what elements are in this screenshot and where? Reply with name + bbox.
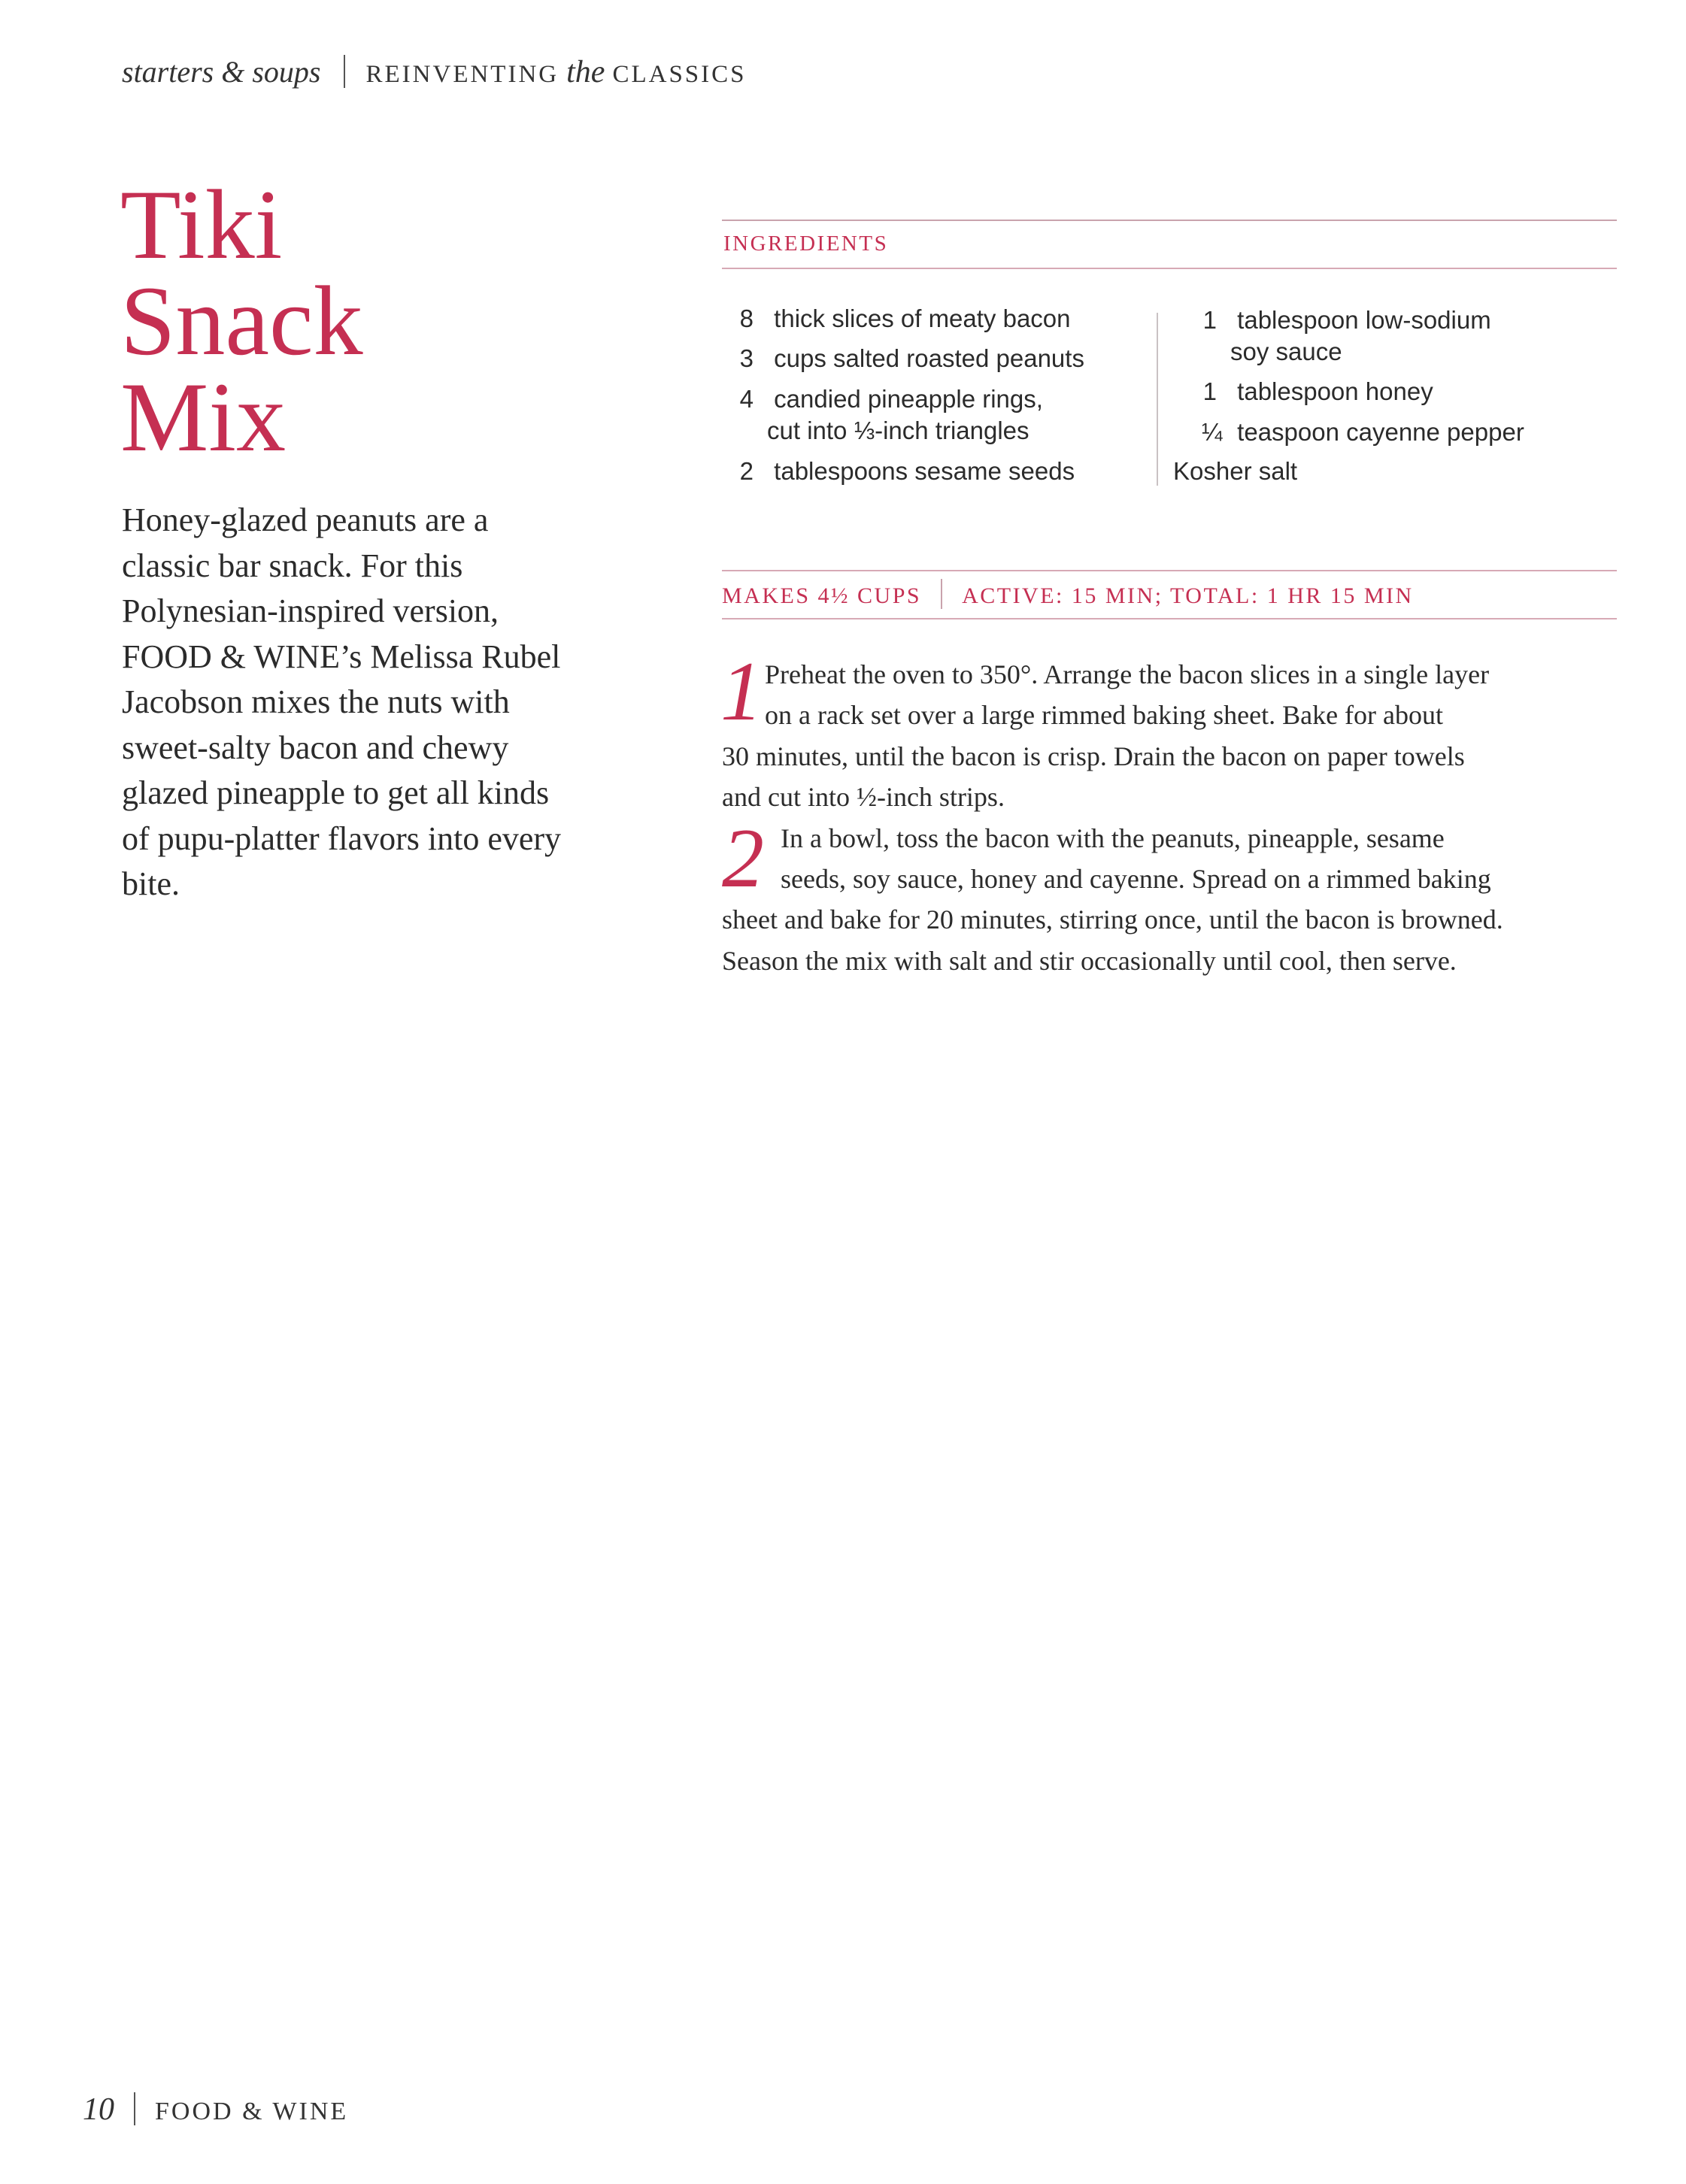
ingredients-left-column [722,0,1143,526]
ingredient-item-continued [1230,338,1342,366]
series-prefix: REINVENTING [365,61,559,88]
ingredient-text: teaspoon cayenne pepper [1237,418,1524,446]
step-line: on a rack set over a large rimmed baking sheet. Bake for about [765,700,1444,730]
ingredient-text: cups salted roasted peanuts [774,344,1084,372]
ingredient-qty: 2 [739,457,754,485]
ingredient-text: Kosher salt [1173,457,1298,485]
yield-top-rule [722,570,1617,571]
ingredient-item [1202,377,1433,406]
section-name: starters & soups [122,55,321,89]
ingredient-item [738,385,1043,413]
recipe-title-line: Snack [120,265,363,376]
ingredient-item [738,304,1071,333]
ingredients-column-divider [1157,313,1158,486]
step-line: seeds, soy sauce, honey and cayenne. Spread on a rimmed baking [781,864,1491,894]
page-footer [83,2092,348,2128]
recipe-intro: Honey-glazed peanuts are a classic bar snack. For this Polynesian-inspired version, FOOD & WINE’s Melissa Rubel Jacobson mixes the nuts with sweet-salty bacon and chewy glazed pineapple to get all kinds of pupu-platter flavors into every bite. [122,501,562,902]
makes-amount: MAKES 4½ CUPS [722,583,922,608]
recipe-title-line: Mix [120,362,287,472]
page-number: 10 [83,2092,114,2127]
footer-divider [134,2092,135,2125]
step-line: 30 minutes, until the bacon is crisp. Drain the bacon on paper towels [722,741,1465,771]
magazine-name: FOOD & WINE [155,2098,349,2125]
ingredient-item [1202,418,1524,447]
ingredient-qty: 1 [1202,377,1217,405]
ingredient-text: tablespoons sesame seeds [774,457,1075,485]
ingredient-item [738,344,1084,373]
ingredient-text: tablespoon honey [1237,377,1433,405]
step-line: sheet and bake for 20 minutes, stirring once, until the bacon is browned. [722,904,1503,934]
yield-divider [941,579,942,609]
ingredient-item-continued [767,417,1029,445]
step-line: and cut into ½-inch strips. [722,782,1005,812]
ingredient-text: candied pineapple rings, [774,385,1043,413]
running-header [122,54,747,90]
yield-bar [722,579,1414,609]
ingredient-text: cut into ⅓-inch triangles [767,417,1029,444]
ingredient-qty: ¼ [1202,418,1223,446]
ingredient-item [1173,457,1297,486]
recipe-title [120,169,363,472]
series-suffix: CLASSICS [612,61,747,88]
step-line: Preheat the oven to 350°. Arrange the bacon slices in a single layer [765,659,1490,689]
time-info: ACTIVE: 15 MIN; TOTAL: 1 HR 15 MIN [962,583,1414,608]
step-number: 2 [722,812,764,905]
ingredient-qty: 8 [739,304,754,332]
ingredient-item [1202,306,1491,335]
ingredient-qty: 4 [739,385,754,413]
ingredient-item [738,457,1075,486]
series-the: the [566,55,605,89]
step-line: In a bowl, toss the bacon with the peanuts, pineapple, sesame [781,823,1445,853]
ingredient-text: soy sauce [1230,338,1342,365]
step-line: Season the mix with salt and stir occasionally until cool, then serve. [722,946,1457,976]
ingredient-text: tablespoon low-sodium [1237,306,1491,334]
ingredient-qty: 1 [1202,306,1217,334]
step-number: 1 [720,645,763,738]
ingredients-right-column [1173,0,1624,526]
ingredient-text: thick slices of meaty bacon [774,304,1071,332]
yield-bottom-rule [722,618,1617,619]
header-divider [344,55,345,88]
recipe-title-line: Tiki [120,169,283,280]
ingredients-label: INGREDIENTS [723,232,889,256]
ingredient-qty: 3 [739,344,754,372]
